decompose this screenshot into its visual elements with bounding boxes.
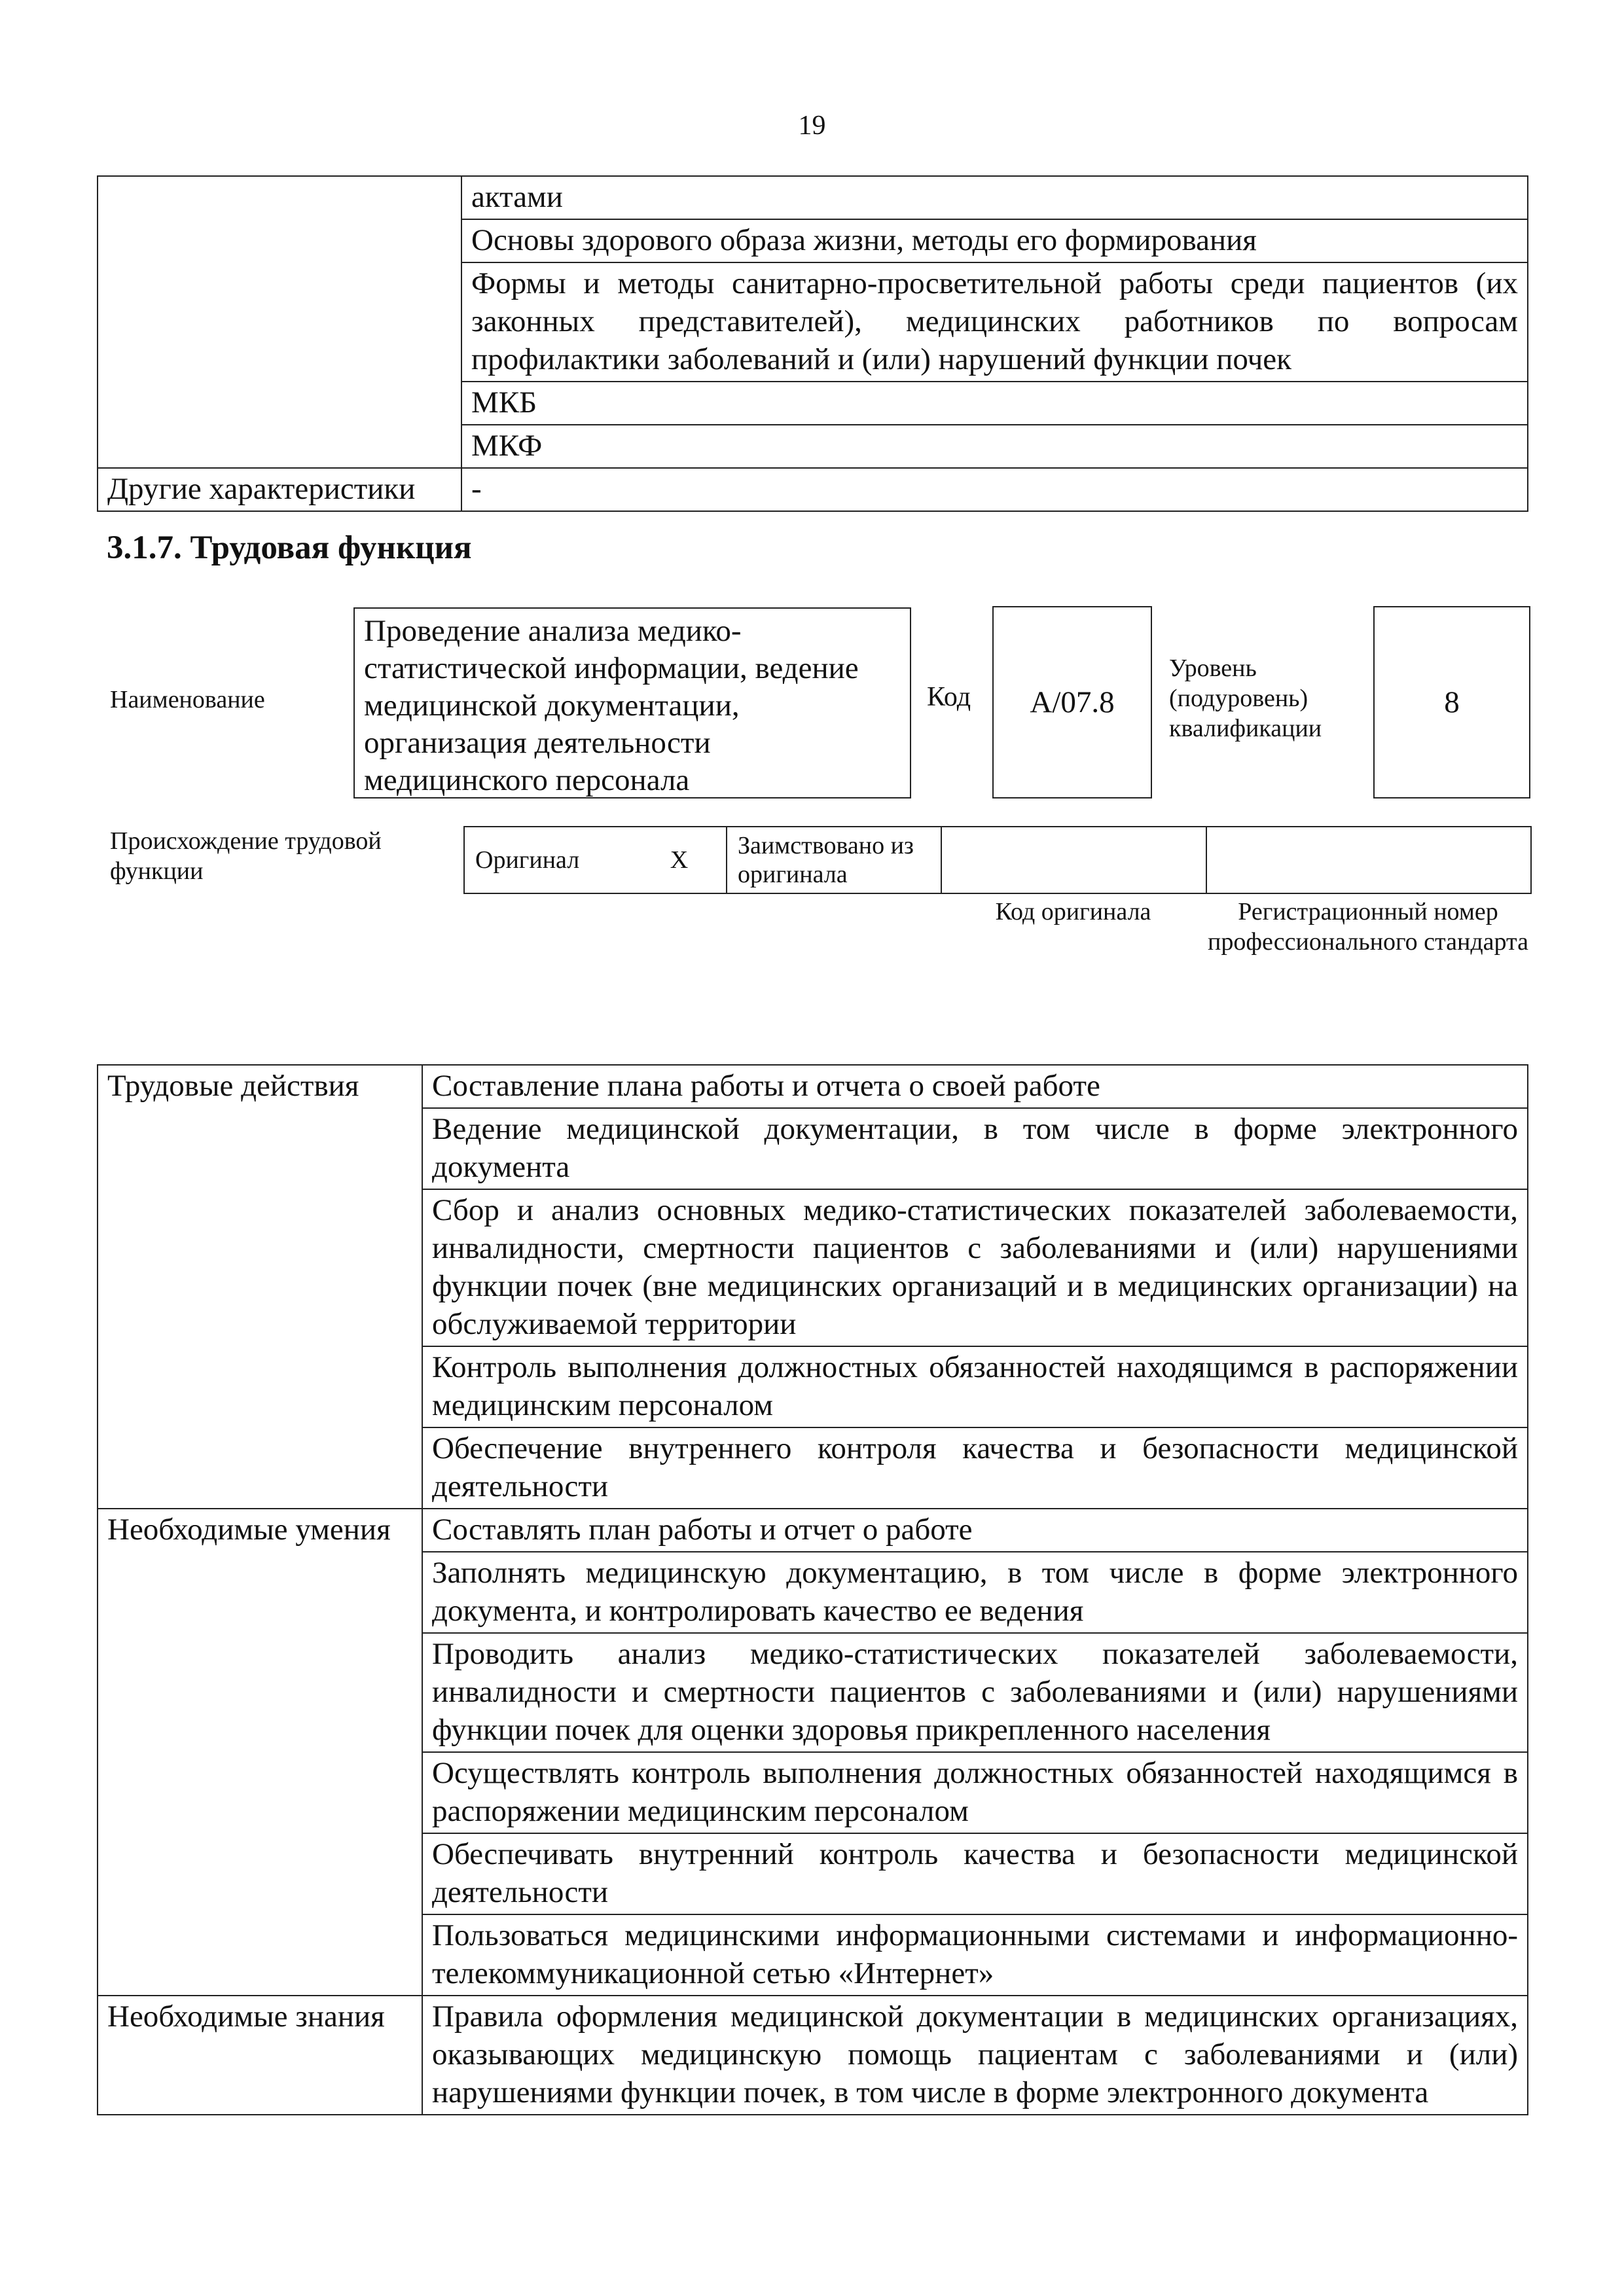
- table-row: [98, 1189, 1528, 1346]
- table-row: [98, 219, 1528, 262]
- function-name-box: Проведение анализа медико-статистической информации, ведение медицинской документации, организация деятельности медицинского персонала: [353, 607, 911, 798]
- label-cell: [98, 1914, 422, 1996]
- skill-item: Осуществлять контроль выполнения должностных обязанностей находящимся в распоряжении медицинским персоналом: [422, 1752, 1528, 1833]
- table-row: [98, 1427, 1528, 1509]
- labor-function-table: [97, 1064, 1528, 2115]
- section-heading: 3.1.7. Трудовая функция: [107, 529, 472, 566]
- label-cell: [98, 382, 461, 425]
- knowledge-item: Правила оформления медицинской документации в медицинских организациях, оказывающих медицинскую помощь пациентам с заболеваниями и (или) нарушениями функции почек, в том числе в форме электронного документа: [422, 1996, 1528, 2115]
- table-row: [98, 1633, 1528, 1752]
- label-cell: [98, 1427, 422, 1509]
- labor-action-item: Сбор и анализ основных медико-статистических показателей заболеваемости, инвалидности, смертности пациентов с заболеваниями и (или) нарушениями функции почек (вне медицинских организаций и в медицинских организации) на обслуживаемой территории: [422, 1189, 1528, 1346]
- table-row: [464, 827, 1531, 893]
- table-row: [98, 1346, 1528, 1427]
- label-cell: [98, 262, 461, 382]
- labor-action-item: Обеспечение внутреннего контроля качества и безопасности медицинской деятельности: [422, 1427, 1528, 1509]
- other-characteristics-label: Другие характеристики: [98, 468, 461, 511]
- table-row: [98, 1065, 1528, 1108]
- table-row: [98, 382, 1528, 425]
- qualification-level-box: 8: [1373, 606, 1530, 798]
- origin-mark: X: [632, 827, 727, 893]
- required-knowledge-label: Необходимые знания: [98, 1996, 422, 2115]
- skill-item: Заполнять медицинскую документацию, в том числе в форме электронного документа, и контролировать качество ее ведения: [422, 1552, 1528, 1633]
- labor-action-item: Ведение медицинской документации, в том числе в форме электронного документа: [422, 1108, 1528, 1189]
- skill-item: Составлять план работы и отчет о работе: [422, 1509, 1528, 1552]
- table-row: [98, 1108, 1528, 1189]
- table-row: [98, 176, 1528, 219]
- label-cell: [98, 1752, 422, 1833]
- registration-number-cell: [1206, 827, 1531, 893]
- table-row: [98, 1833, 1528, 1914]
- page-number: 19: [798, 111, 826, 141]
- label-cell: [98, 1189, 422, 1346]
- label-cell: [98, 1108, 422, 1189]
- table-row: [98, 1996, 1528, 2115]
- label-cell: [98, 1552, 422, 1633]
- origin-original-label: Оригинал: [464, 827, 632, 893]
- skill-item: Обеспечивать внутренний контроль качества и безопасности медицинской деятельности: [422, 1833, 1528, 1914]
- labor-actions-label: Трудовые действия: [98, 1065, 422, 1108]
- code-box: А/07.8: [992, 606, 1152, 798]
- table-row: [98, 1552, 1528, 1633]
- label-cell: [98, 1633, 422, 1752]
- label-cell: [98, 1833, 422, 1914]
- table-row: [98, 1752, 1528, 1833]
- knowledge-item: Основы здорового образа жизни, методы его формирования: [461, 219, 1528, 262]
- qualification-level-label: Уровень (подуровень) квалификации: [1169, 655, 1322, 742]
- table-row: [98, 468, 1528, 511]
- knowledge-table-continued: [97, 175, 1528, 512]
- label-cell: [98, 425, 461, 468]
- original-code-cell: [941, 827, 1206, 893]
- table-row: [98, 1914, 1528, 1996]
- label-cell: [98, 1346, 422, 1427]
- code-label: Код: [927, 682, 971, 712]
- table-row: [98, 1509, 1528, 1552]
- table-row: [98, 425, 1528, 468]
- origin-borrowed-label: Заимствовано из оригинала: [727, 827, 941, 893]
- skill-item: Пользоваться медицинскими информационными системами и информационно-телекоммуникационной сетью «Интернет»: [422, 1914, 1528, 1996]
- other-characteristics-value: -: [461, 468, 1528, 511]
- registration-number-caption: Регистрационный номер профессионального стандарта: [1208, 898, 1528, 956]
- origin-label: Происхождение трудовой функции: [110, 827, 382, 885]
- knowledge-item: МКБ: [461, 382, 1528, 425]
- knowledge-item: актами: [461, 176, 1528, 219]
- origin-table: [463, 826, 1532, 894]
- knowledge-item: МКФ: [461, 425, 1528, 468]
- labor-action-item: Контроль выполнения должностных обязанностей находящимся в распоряжении медицинским персоналом: [422, 1346, 1528, 1427]
- name-label: Наименование: [110, 686, 265, 713]
- original-code-caption: Код оригинала: [995, 898, 1151, 925]
- labor-action-item: Составление плана работы и отчета о своей работе: [422, 1065, 1528, 1108]
- table-row: [98, 262, 1528, 382]
- label-cell: [98, 219, 461, 262]
- label-cell: [98, 176, 461, 219]
- skill-item: Проводить анализ медико-статистических показателей заболеваемости, инвалидности и смертности пациентов с заболеваниями и (или) нарушениями функции почек для оценки здоровья прикрепленного населения: [422, 1633, 1528, 1752]
- required-skills-label: Необходимые умения: [98, 1509, 422, 1552]
- knowledge-item: Формы и методы санитарно-просветительной работы среди пациентов (их законных представителей), медицинских работников по вопросам профилактики заболеваний и (или) нарушений функции почек: [461, 262, 1528, 382]
